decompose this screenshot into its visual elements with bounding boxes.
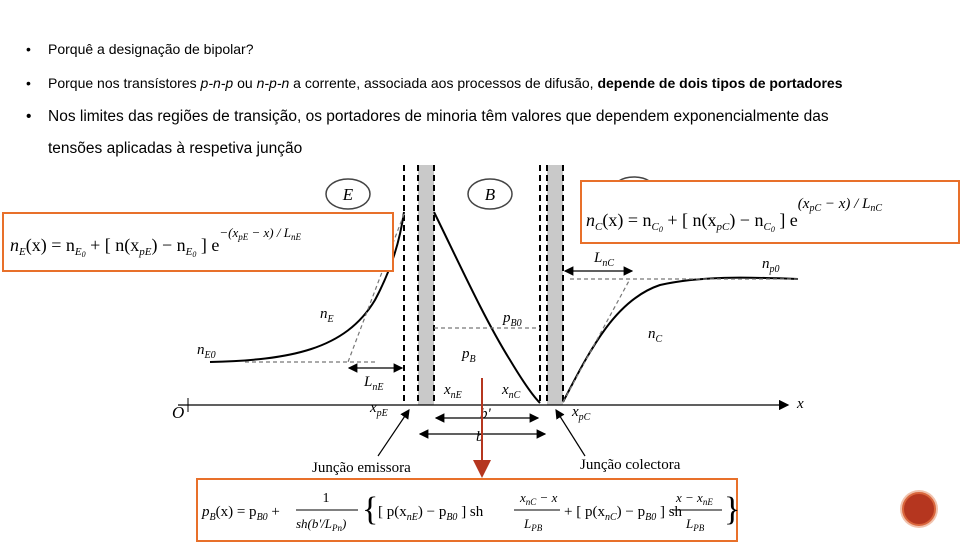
- svg-text:LPB: $L_{PB}$: [686, 516, 705, 533]
- base-equation-text: [201, 490, 740, 533]
- label-ne: $n_E$: [320, 306, 334, 325]
- svg-text:sh(b'/LPn): $sh(b'/L_{Pn})$: [296, 516, 347, 533]
- slide-number-badge: [902, 492, 936, 526]
- label-lne: $L_{nE}$: [364, 374, 384, 393]
- svg-text:[ p(xnE) − pB0 ] sh: [ $p(x_{nE}) - p_{B0}$ ] sh: [378, 504, 484, 523]
- bullet-dot: •: [26, 75, 31, 91]
- region-label-b: [468, 179, 512, 209]
- base-equation: [198, 480, 741, 540]
- label-b-prime: b': [480, 406, 491, 422]
- label-xne: $x_{nE}$: [444, 382, 462, 401]
- label-xnc: $x_{nC}$: [502, 382, 521, 401]
- x-axis-label: x: [797, 396, 804, 412]
- label-junction-emitter: Junção emissora: [312, 460, 411, 476]
- collector-tangent: [563, 279, 630, 402]
- label-pb: $p_B$: [462, 346, 476, 365]
- svg-text:x − xnE: $x - x_{nE}$: [676, 490, 713, 507]
- text-run: ou: [233, 75, 257, 91]
- collector-equation-box: [580, 180, 960, 244]
- emitter-transition-region: [418, 165, 434, 405]
- base-equation-box: [196, 478, 741, 542]
- svg-text:pB(x) = pB0 +: $p_B(x) = p_{B0}$ +: [202, 504, 280, 523]
- base-hole-curve: [434, 212, 540, 403]
- bullet-text: Porquê a designação de bipolar?: [48, 41, 254, 57]
- label-junction-collector: Junção colectora: [580, 457, 681, 473]
- region-label-e: [326, 179, 370, 209]
- emitter-equation: [4, 214, 392, 270]
- label-pb0: $p_{B0}$: [503, 310, 522, 329]
- text-run: Porque nos transístores: [48, 75, 201, 91]
- svg-text:{: {: [362, 491, 379, 528]
- label-lnc: $L_{nC}$: [594, 250, 615, 269]
- text-npn: n-p-n: [256, 75, 290, 91]
- collector-equation: [582, 182, 958, 242]
- label-nc: $n_C$: [648, 326, 663, 345]
- collector-electron-curve: [563, 278, 798, 402]
- bullet-dot: •: [26, 41, 31, 57]
- origin-label: O: [172, 403, 185, 422]
- bullet-dot: •: [26, 108, 32, 125]
- text-emphasis: depende de dois tipos de portadores: [597, 75, 843, 91]
- label-b: b: [476, 429, 484, 445]
- region-e-text: E: [342, 185, 354, 204]
- svg-text:}: }: [724, 491, 741, 528]
- text-pnp: p-n-p: [200, 75, 234, 91]
- bullet-continuation: tensões aplicadas à respetiva junção: [48, 140, 303, 157]
- region-b-text: B: [484, 185, 496, 204]
- svg-text:1: 1: [322, 491, 330, 506]
- label-xpe: $x_{pE}$: [370, 400, 388, 419]
- collector-equation-text: $n_C(x) = n_C0$ + [ $n(x_{pC}) - n_C0$ ] $e^{(x}pC - x$) / LnC: [586, 196, 883, 234]
- emitter-equation-box: [2, 212, 394, 272]
- emitter-equation-text: $n_E(x) = n_E0$ + [ $n(x_{pE}) - n_E0$ ] $e^{-(x}pE - x$) / LnE: [10, 225, 301, 259]
- label-xpc: $x_{pC}$: [572, 404, 591, 423]
- label-np0: $n_{p0}$: [762, 256, 780, 275]
- bullet-text: Nos limites das regiões de transição, os portadores de minoria têm valores que dependem exponencialmente das: [48, 108, 829, 125]
- text-run: a corrente, associada aos processos de difusão,: [289, 75, 598, 91]
- label-ne0: $n_{E0}$: [197, 342, 216, 361]
- svg-text:+ [ p(xnC) − pB0 ] sh: + [ $p(x_{nC}) - p_{B0}$ ] sh: [564, 504, 683, 523]
- svg-text:LPB: $L_{PB}$: [524, 516, 543, 533]
- svg-text:xnC − x: $x_{nC} - x$: [520, 490, 558, 507]
- collector-transition-region: [547, 165, 563, 405]
